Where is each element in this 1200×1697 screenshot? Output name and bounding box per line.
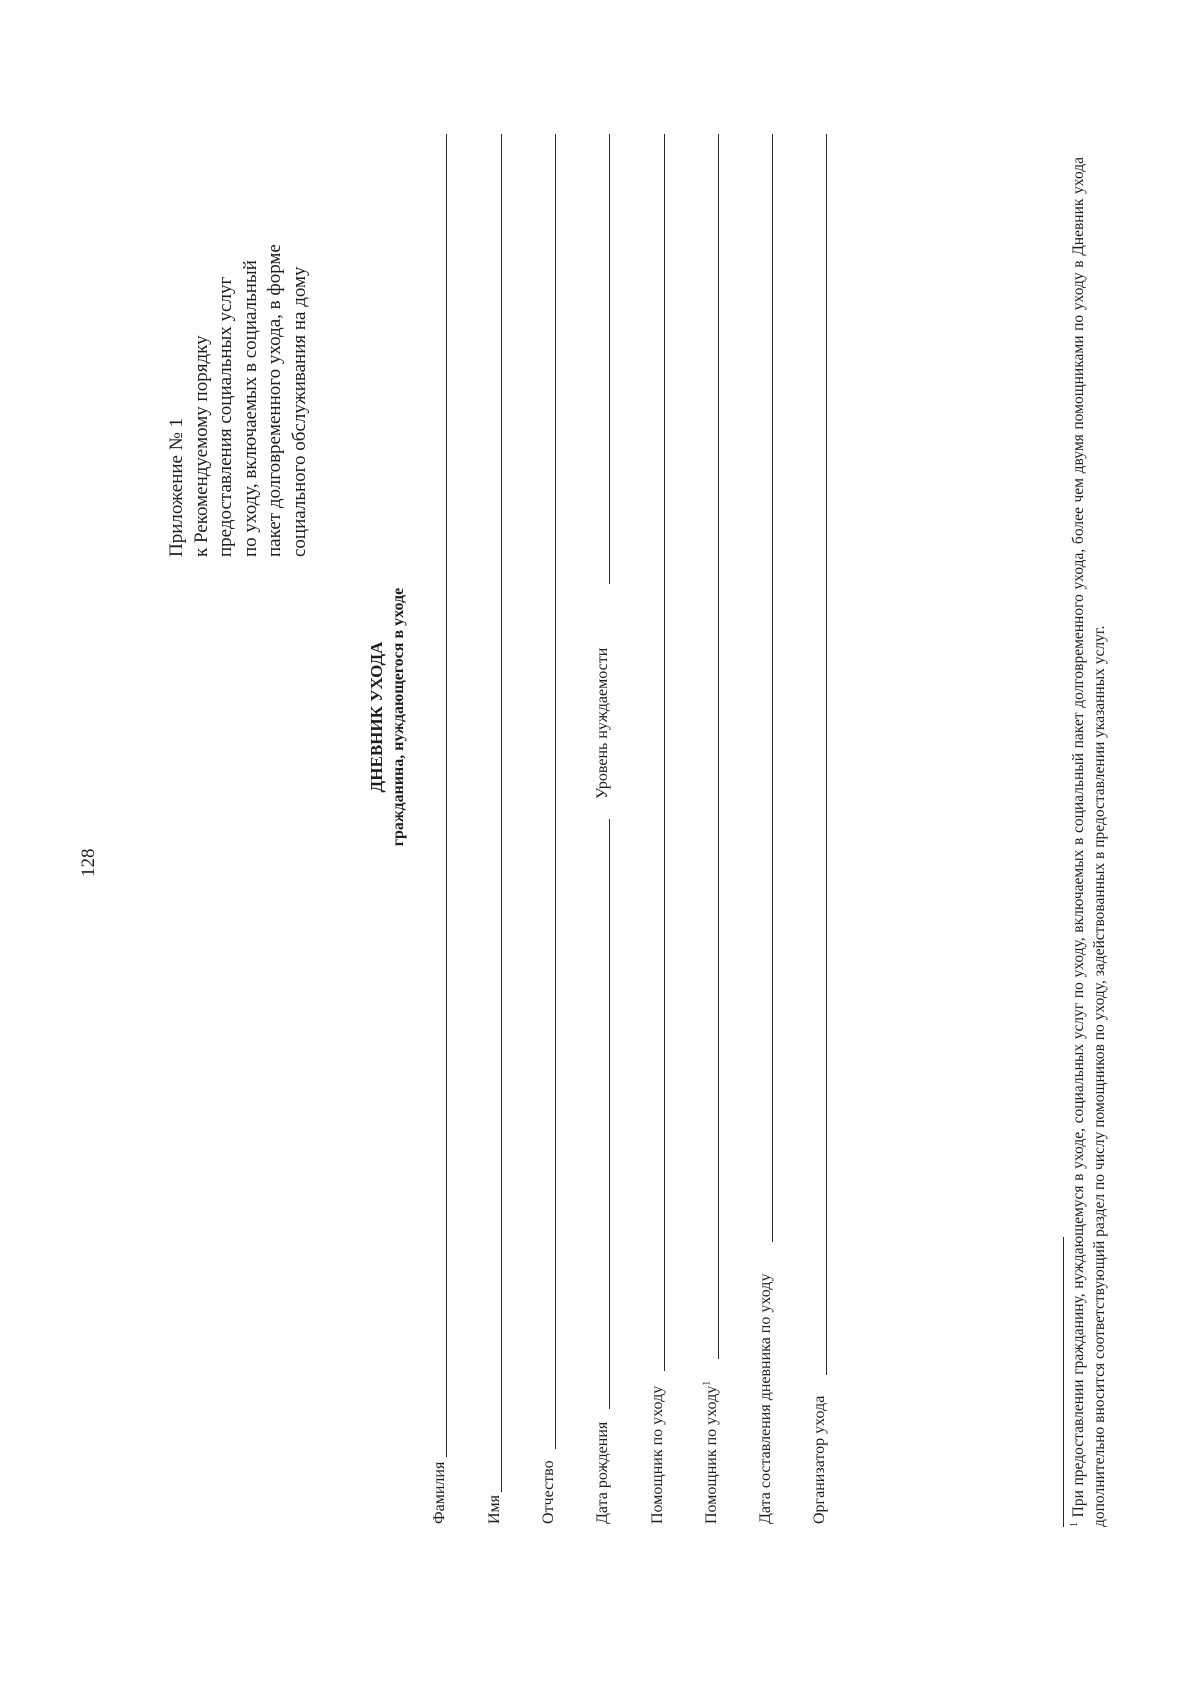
- footnote: [1068, 157, 1110, 1527]
- appendix-line: социального обслуживания на дому: [288, 266, 310, 557]
- appendix-line: предоставления социальных услуг: [215, 276, 236, 557]
- footnote-text: При предоставлении гражданину, нуждающемуся в уходе, социальных услуг по уходу, включаемых в социальный пакет долговременного ухода, более чем двумя помощниками по уходу в Дневник ухода дополнительно вносится соответствующий раздел по числу помощников по уходу, задействованных в предоставлении указанных услуг.: [1070, 156, 1108, 1527]
- patronymic-line[interactable]: [555, 134, 556, 1449]
- assistant-2-label: [703, 1381, 721, 1524]
- birth-date-label: Дата рождения: [594, 1421, 611, 1524]
- appendix-line: пакет долговременного ухода, в форме: [264, 244, 285, 557]
- page-number: 128: [78, 848, 99, 877]
- need-level-label: Уровень нуждаемости: [594, 647, 611, 799]
- name-label: Имя: [486, 1494, 503, 1524]
- footnote-separator: [1063, 1237, 1064, 1527]
- need-level-line[interactable]: [609, 134, 610, 584]
- appendix-note: [165, 37, 312, 557]
- organizer-line[interactable]: [826, 134, 827, 1375]
- title-subtitle: гражданина, нуждающегося в уходе: [390, 587, 407, 847]
- surname-label: Фамилия: [431, 1461, 448, 1524]
- organizer-label: Организатор ухода: [811, 1395, 828, 1524]
- name-line[interactable]: [501, 134, 502, 1492]
- footnote-ref: 1: [701, 1380, 713, 1386]
- assistant-line[interactable]: [664, 134, 665, 1371]
- surname-line[interactable]: [446, 134, 447, 1457]
- appendix-line: к Рекомендуемому порядку: [190, 335, 212, 557]
- title-main: ДНЕВНИК УХОДА: [367, 641, 386, 793]
- birth-date-line[interactable]: [609, 819, 610, 1409]
- appendix-line: Приложение № 1: [166, 417, 187, 557]
- diary-date-line[interactable]: [772, 134, 773, 1242]
- appendix-line: по уходу, включаемых в социальный: [239, 260, 261, 557]
- diary-date-label: Дата составления дневника по уходу: [757, 1273, 774, 1524]
- assistant-2-line[interactable]: [718, 134, 719, 1359]
- patronymic-label: Отчество: [540, 1460, 557, 1524]
- footnote-mark: 1: [1068, 1522, 1080, 1527]
- document-title: [366, 397, 410, 1037]
- assistant-label: Помощник по уходу: [649, 1385, 666, 1524]
- assistant-2-text: Помощник по уходу: [703, 1385, 720, 1524]
